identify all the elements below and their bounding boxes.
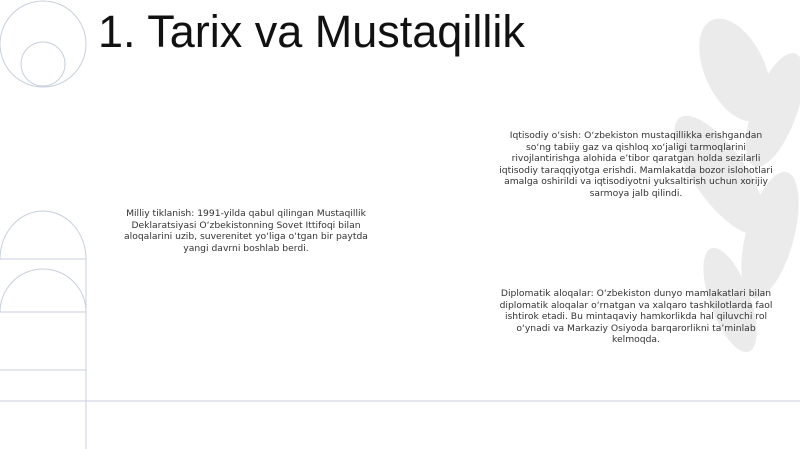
paragraph-iqtisodiy-osish: Iqtisodiy o‘sish: O‘zbekiston mustaqillikka erishgandan so‘ng tabiiy gaz va qishloq xo‘jaligi tarmoqlarini rivojlantirishga alohida e’tibor qaratgan holda sezilarli iqtisodiy taraqqiyotga erishdi. Mamlakatda bozor islohotlari amalga oshirildi va iqtisodiyotni yuksaltirish uchun xorijiy sarmoya jalb qilindi. [499, 130, 773, 199]
paragraph-diplomatik-aloqalar: Diplomatik aloqalar: O‘zbekiston dunyo mamlakatlari bilan diplomatik aloqalar o‘rnatgan va xalqaro tashkilotlarda faol ishtirok etadi. Bu mintaqaviy hamkorlikda hal qiluvchi rol o‘ynadi va Markaziy Osiyoda barqarorlikni ta’minlab kelmoqda. [499, 288, 773, 346]
slide-title: 1. Tarix va Mustaqillik [98, 6, 525, 57]
paragraph-milliy-tiklanish: Milliy tiklanish: 1991-yilda qabul qilingan Mustaqillik Deklaratsiyasi O‘zbekistonning Sovet Ittifoqi bilan aloqalarini uzib, suverenitet yo‘liga o‘tgan bir paytda yangi davrni boshlab berdi. [124, 208, 368, 254]
